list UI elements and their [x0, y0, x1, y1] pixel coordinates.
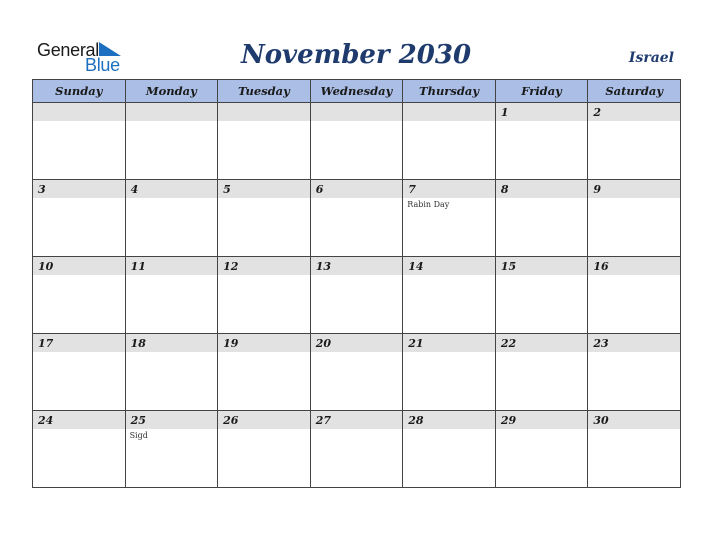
weekday-header: Tuesday	[218, 80, 311, 103]
day-cell	[495, 257, 588, 334]
day-band	[311, 257, 403, 275]
day-cell	[33, 103, 126, 180]
day-number: 14	[408, 260, 424, 273]
weekday-header: Sunday	[33, 80, 126, 103]
day-band	[403, 103, 495, 121]
day-band	[311, 180, 403, 198]
day-band	[496, 334, 588, 352]
day-number: 22	[500, 337, 517, 350]
day-band	[311, 334, 403, 352]
day-cell	[403, 411, 496, 488]
day-cell	[33, 257, 126, 334]
day-band	[496, 257, 588, 275]
day-number: 16	[593, 260, 609, 273]
day-cell	[588, 334, 681, 411]
day-band	[126, 257, 218, 275]
day-number: 27	[315, 414, 331, 427]
week-row	[33, 180, 681, 257]
day-cell	[310, 180, 403, 257]
day-cell	[218, 334, 311, 411]
day-number: 5	[223, 183, 231, 196]
day-band	[126, 180, 218, 198]
day-cell	[403, 334, 496, 411]
day-band	[588, 411, 680, 429]
day-band	[403, 257, 495, 275]
weekday-header-row	[33, 80, 681, 103]
week-row	[33, 257, 681, 334]
week-row	[33, 411, 681, 488]
day-band	[33, 334, 125, 352]
day-band	[311, 411, 403, 429]
day-band	[218, 334, 310, 352]
day-number: 15	[500, 260, 517, 273]
day-number: 4	[130, 183, 139, 196]
day-band	[218, 257, 310, 275]
calendar-grid	[32, 79, 681, 488]
day-cell	[125, 411, 218, 488]
day-band	[496, 411, 588, 429]
day-band	[126, 411, 218, 429]
day-cell	[403, 257, 496, 334]
day-band	[218, 411, 310, 429]
weekday-header: Monday	[125, 80, 218, 103]
day-cell	[495, 180, 588, 257]
week-row	[33, 334, 681, 411]
day-cell	[218, 103, 311, 180]
day-cell	[495, 103, 588, 180]
day-number: 29	[500, 414, 517, 427]
day-cell	[33, 411, 126, 488]
day-number: 12	[223, 260, 239, 273]
day-number: 9	[593, 183, 602, 196]
day-cell	[403, 103, 496, 180]
day-band	[496, 103, 588, 121]
day-number: 3	[38, 183, 46, 196]
day-band	[496, 180, 588, 198]
day-cell	[218, 257, 311, 334]
day-cell	[310, 103, 403, 180]
weekday-header: Thursday	[403, 80, 496, 103]
weekday-header: Friday	[495, 80, 588, 103]
weekday-header: Wednesday	[310, 80, 403, 103]
day-cell	[588, 180, 681, 257]
day-number: 23	[593, 337, 609, 350]
day-number: 8	[500, 183, 509, 196]
logo-text-general: General	[37, 40, 99, 60]
day-number: 7	[408, 183, 416, 196]
day-number: 6	[315, 183, 324, 196]
holiday-label: Sigd	[129, 431, 148, 440]
day-cell	[33, 334, 126, 411]
day-number: 19	[223, 337, 239, 350]
day-band	[218, 180, 310, 198]
day-band	[588, 180, 680, 198]
day-band	[311, 103, 403, 121]
day-number: 11	[130, 260, 146, 273]
day-band	[33, 180, 125, 198]
day-cell	[588, 257, 681, 334]
country-label: Israel	[628, 50, 674, 66]
week-row	[33, 103, 681, 180]
day-band	[403, 411, 495, 429]
day-number: 17	[38, 337, 54, 350]
day-number: 18	[130, 337, 146, 350]
day-number: 21	[408, 337, 424, 350]
day-cell	[403, 180, 496, 257]
day-cell	[125, 180, 218, 257]
day-band	[126, 103, 218, 121]
day-cell	[588, 411, 681, 488]
day-number: 24	[38, 414, 54, 427]
day-band	[403, 180, 495, 198]
weekday-header: Saturday	[588, 80, 681, 103]
day-band	[588, 334, 680, 352]
day-cell	[310, 411, 403, 488]
day-band	[588, 103, 680, 121]
day-cell	[125, 257, 218, 334]
day-number: 20	[315, 337, 331, 350]
day-number: 2	[593, 106, 602, 119]
day-band	[33, 103, 125, 121]
logo-text-blue: Blue	[85, 55, 120, 75]
day-cell	[310, 257, 403, 334]
day-cell	[495, 334, 588, 411]
day-cell	[310, 334, 403, 411]
day-number: 10	[38, 260, 54, 273]
day-number: 28	[408, 414, 424, 427]
day-band	[33, 411, 125, 429]
holiday-label: Rabin Day	[407, 200, 450, 209]
day-cell	[125, 103, 218, 180]
day-cell	[125, 334, 218, 411]
day-number: 13	[315, 260, 331, 273]
day-band	[126, 334, 218, 352]
day-cell	[33, 180, 126, 257]
day-number: 26	[223, 414, 239, 427]
day-number: 1	[500, 106, 509, 119]
day-band	[403, 334, 495, 352]
day-cell	[588, 103, 681, 180]
day-number: 25	[130, 414, 146, 427]
day-cell	[218, 411, 311, 488]
day-number: 30	[593, 414, 609, 427]
day-cell	[495, 411, 588, 488]
day-cell	[218, 180, 311, 257]
day-band	[588, 257, 680, 275]
day-band	[33, 257, 125, 275]
day-band	[218, 103, 310, 121]
page-title: November 2030	[240, 40, 472, 70]
